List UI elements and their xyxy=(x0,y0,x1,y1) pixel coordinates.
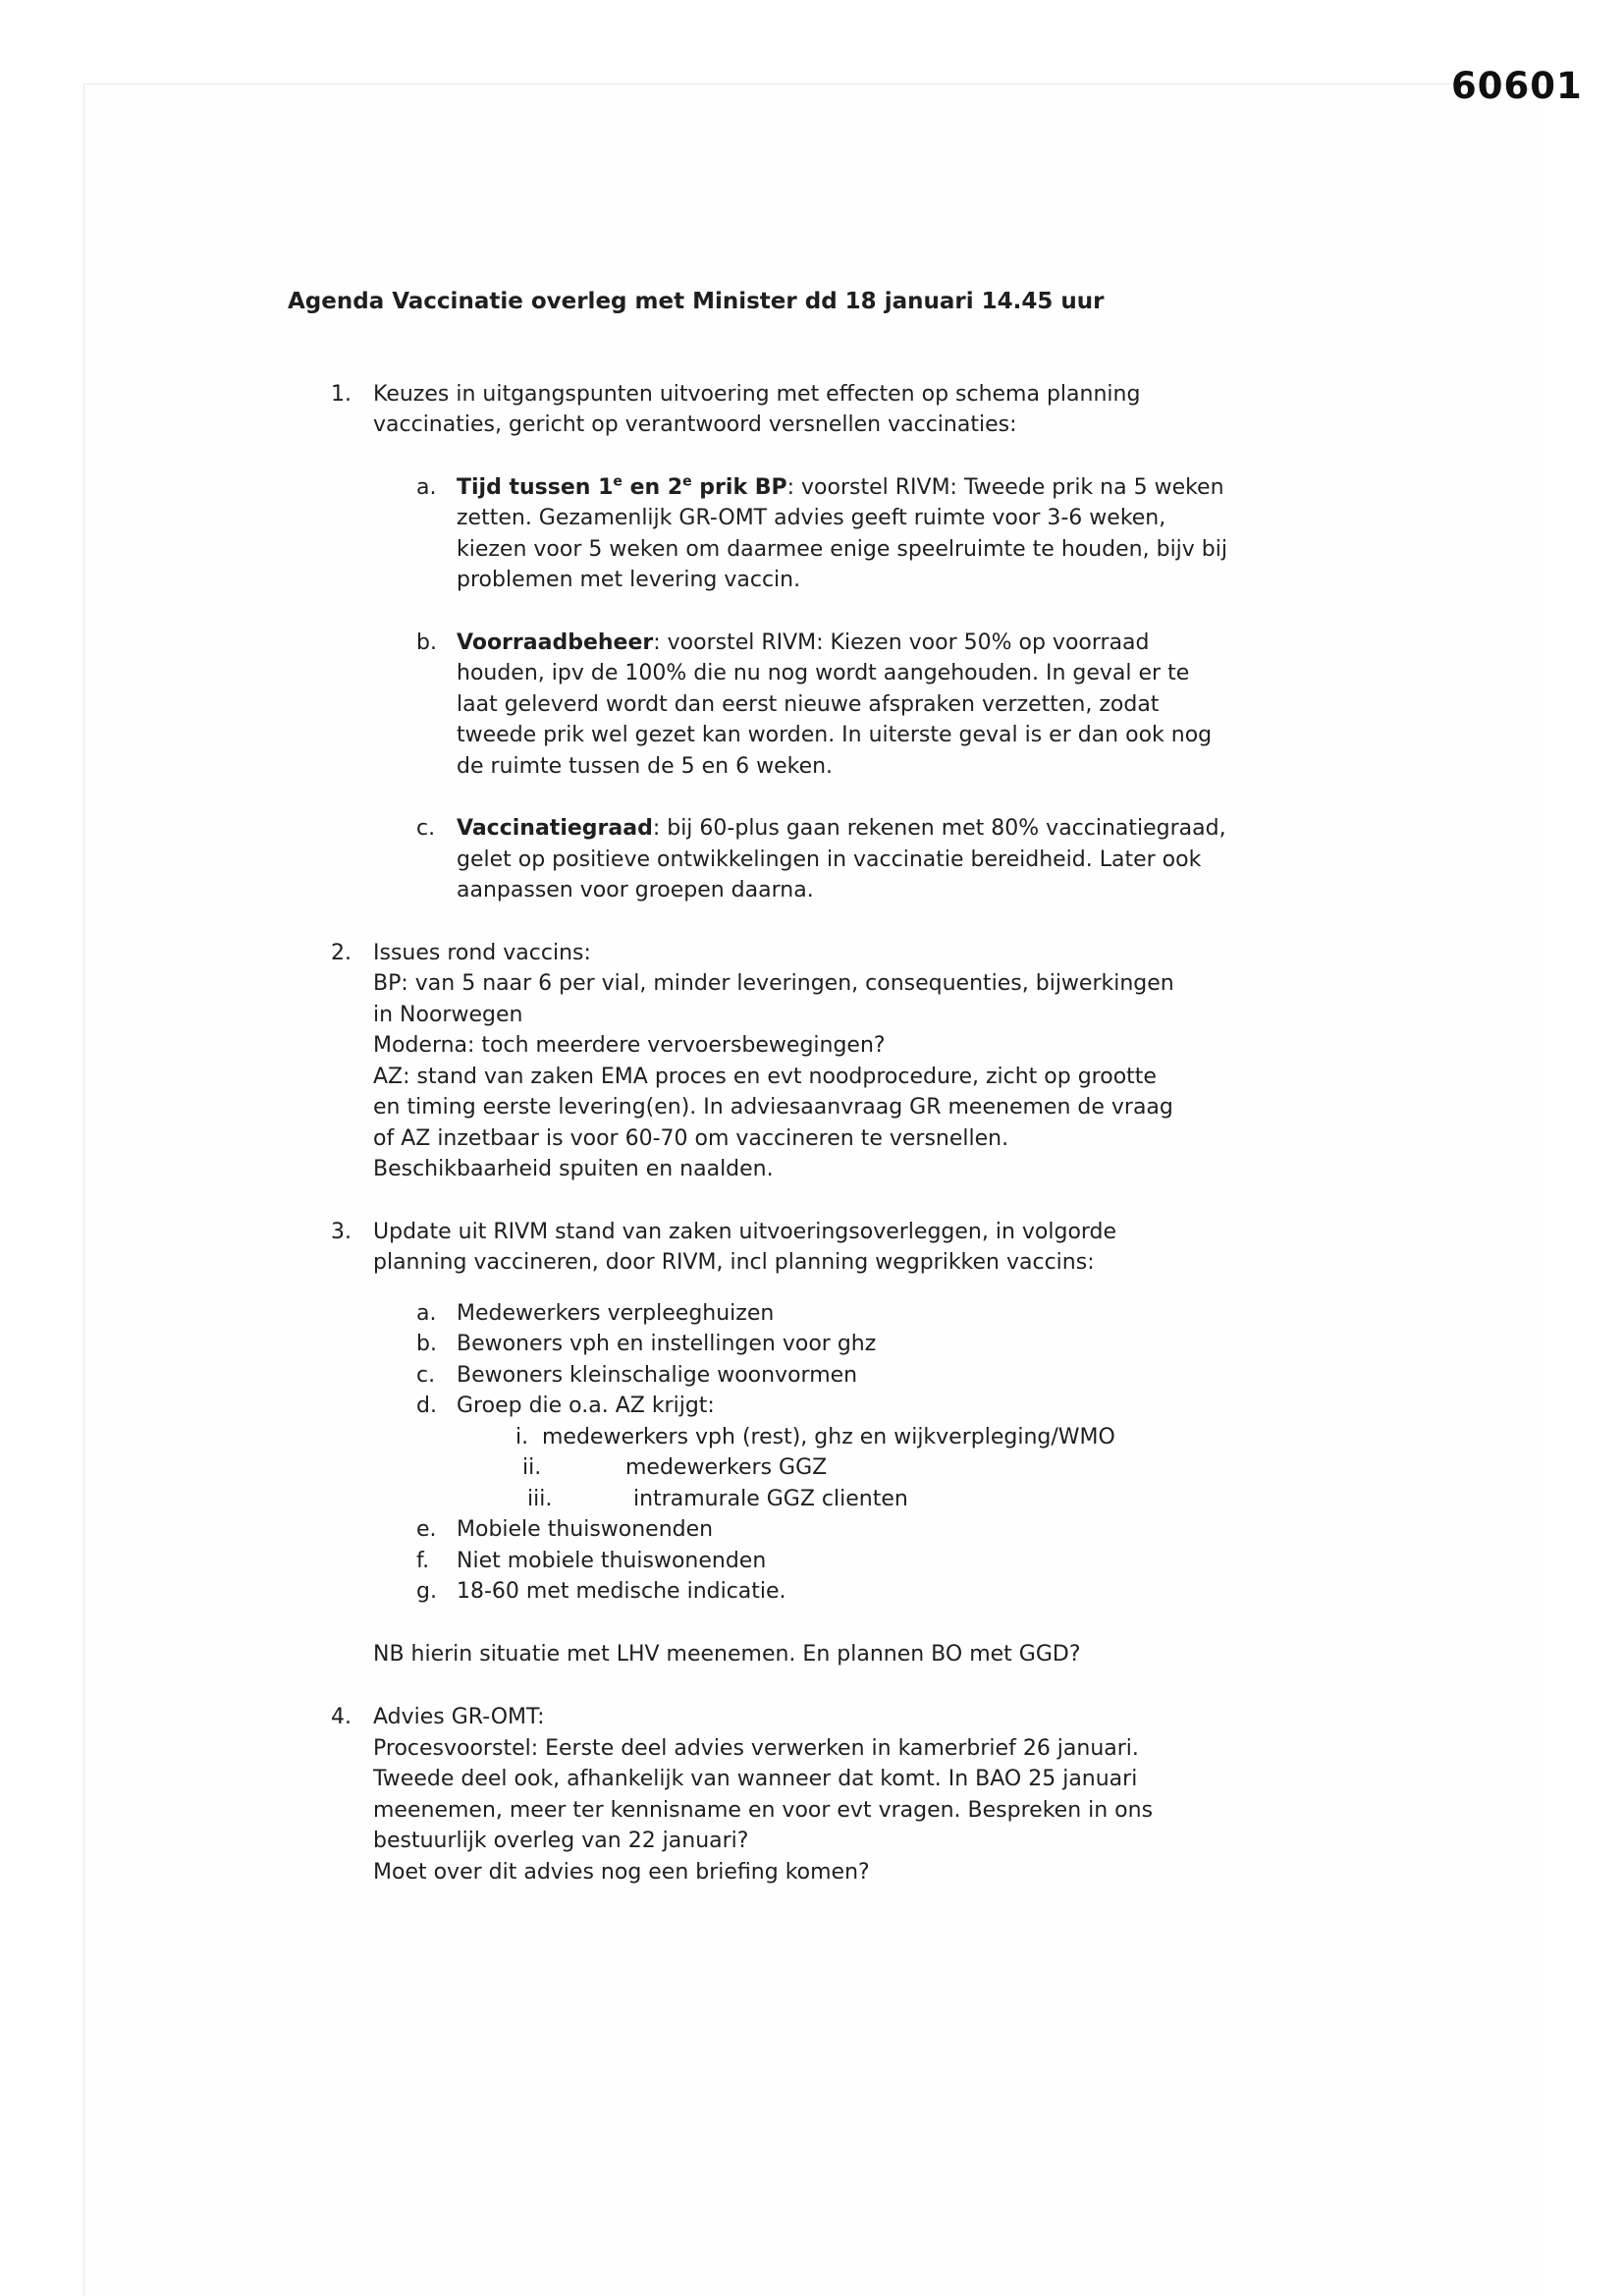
bold-text: Tijd tussen 1 xyxy=(457,474,614,500)
sub-item-text: Medewerkers verpleeghuizen xyxy=(457,1300,775,1326)
list-item xyxy=(416,1360,1466,1392)
sub-item-label: c. xyxy=(416,816,436,841)
sub-item-label: b. xyxy=(416,1332,437,1356)
agenda-item-2 xyxy=(331,938,1466,1185)
page-title: Agenda Vaccinatie overleg met Minister dd 18 januari 14.45 uur xyxy=(288,289,1105,314)
item-number: 1. xyxy=(331,381,352,407)
regular-text: : voorstel RIVM: Tweede prik na 5 weken xyxy=(786,474,1224,500)
roman-text: medewerkers GGZ xyxy=(625,1455,828,1480)
item-number: 4. xyxy=(331,1705,352,1729)
document-content xyxy=(288,287,1466,1887)
list-item xyxy=(416,1329,1466,1360)
sub-item-label: d. xyxy=(416,1394,437,1418)
bold-text: en 2 xyxy=(622,474,683,500)
sub-item-label: a. xyxy=(416,1300,437,1326)
list-item xyxy=(416,1298,1466,1330)
bold-text: prik BP xyxy=(691,474,787,500)
agenda-item-1-intro xyxy=(331,379,1466,441)
roman-list-item xyxy=(515,1422,1466,1453)
agenda-item-3-sublist xyxy=(288,1298,1466,1608)
sub-item-label: e. xyxy=(416,1517,437,1542)
roman-label: ii. xyxy=(522,1455,542,1480)
text-line xyxy=(457,472,1227,504)
item-text: Keuzes in uitgangspunten uitvoering met effecten op schema planning vaccinaties, gericht op verantwoord versnellen vaccinaties: xyxy=(373,381,1141,437)
sub-item-text: Niet mobiele thuiswonenden xyxy=(457,1548,767,1573)
item-text: Update uit RIVM stand van zaken uitvoeringsoverleggen, in volgorde planning vaccineren, door RIVM, incl planning wegprikken vaccins: xyxy=(373,1219,1117,1275)
bold-text: Voorraadbeheer xyxy=(457,629,654,655)
bold-text: Vaccinatiegraad xyxy=(457,816,653,841)
list-item xyxy=(416,1546,1466,1577)
roman-label: iii. xyxy=(527,1486,553,1511)
sub-item-label: a. xyxy=(416,474,437,500)
item-number: 3. xyxy=(331,1219,352,1244)
agenda-item-1b xyxy=(416,628,1466,783)
sub-item-label: b. xyxy=(416,629,437,655)
agenda-item-3-intro xyxy=(331,1217,1466,1279)
text-lines: zetten. Gezamenlijk GR-OMT advies geeft ruimte voor 3-6 weken, kiezen voor 5 weken om daarmee enige speelruimte te houden, bijv bij problemen met levering vaccin. xyxy=(457,506,1227,592)
sub-item-text xyxy=(457,813,1226,906)
text-lines: houden, ipv de 100% die nu nog wordt aangehouden. In geval er te laat geleverd wordt dan eerst nieuwe afspraken verzetten, zodat tweede prik wel gezet kan worden. In uiterste geval is er dan ook nog de ruimte tussen de 5 en 6 weken. xyxy=(457,661,1213,779)
list-item xyxy=(416,1576,1466,1608)
superscript-text: e xyxy=(613,473,623,490)
document-number: 60601 xyxy=(1451,65,1583,107)
sub-item-label: c. xyxy=(416,1362,436,1388)
roman-text: medewerkers vph (rest), ghz en wijkverpleging/WMO xyxy=(542,1424,1115,1449)
roman-list-item xyxy=(522,1452,1466,1484)
agenda-item-1a xyxy=(416,472,1466,596)
sub-item-text: Groep die o.a. AZ krijgt: xyxy=(457,1394,715,1418)
superscript-text: e xyxy=(682,473,692,490)
sub-item-text xyxy=(457,472,1227,596)
sub-item-text xyxy=(457,628,1212,783)
nb-note: NB hierin situatie met LHV meenemen. En plannen BO met GGD? xyxy=(373,1641,1081,1667)
sub-item-text: Bewoners vph en instellingen voor ghz xyxy=(457,1332,877,1356)
text-line xyxy=(457,813,1226,845)
roman-text: intramurale GGZ clienten xyxy=(633,1486,908,1511)
item-number: 2. xyxy=(331,940,352,965)
agenda-item-1c xyxy=(416,813,1466,906)
sub-item-label: g. xyxy=(416,1579,437,1604)
sub-item-label: f. xyxy=(416,1548,430,1573)
regular-text: : voorstel RIVM: Kiezen voor 50% op voorraad xyxy=(653,629,1150,655)
regular-text: : bij 60-plus gaan rekenen met 80% vaccinatiegraad, xyxy=(652,816,1226,841)
list-item xyxy=(416,1391,1466,1422)
item-text: Issues rond vaccins: BP: van 5 naar 6 per vial, minder leveringen, consequenties, bijwerkingen in Noorwegen Moderna: toch meerdere vervoersbewegingen? AZ: stand van zaken EMA proces en evt noodprocedure, zicht op grootte en timing eerste levering(en). In adviesaanvraag GR meenemen de vraag of AZ inzetbaar is voor 60-70 om vaccineren te versnellen. Beschikbaarheid spuiten en naalden. xyxy=(373,940,1174,1181)
roman-label: i. xyxy=(515,1424,529,1449)
sub-item-text: 18-60 met medische indicatie. xyxy=(457,1579,786,1604)
text-lines: gelet op positieve ontwikkelingen in vaccinatie bereidheid. Later ook aanpassen voor groepen daarna. xyxy=(457,847,1202,902)
text-line xyxy=(457,628,1212,659)
item-text: Advies GR-OMT: Procesvoorstel: Eerste deel advies verwerken in kamerbrief 26 januari. Tweede deel ook, afhankelijk van wanneer dat komt. In BAO 25 januari meenemen, meer ter kennisname en voor evt vragen. Bespreken in ons bestuurlijk overleg van 22 januari? Moet over dit advies nog een briefing komen? xyxy=(373,1705,1154,1885)
list-item xyxy=(416,1514,1466,1546)
roman-list-item xyxy=(527,1484,1466,1515)
sub-item-text: Bewoners kleinschalige woonvormen xyxy=(457,1362,858,1388)
agenda-item-4 xyxy=(331,1702,1466,1887)
sub-item-text: Mobiele thuiswonenden xyxy=(457,1517,714,1542)
